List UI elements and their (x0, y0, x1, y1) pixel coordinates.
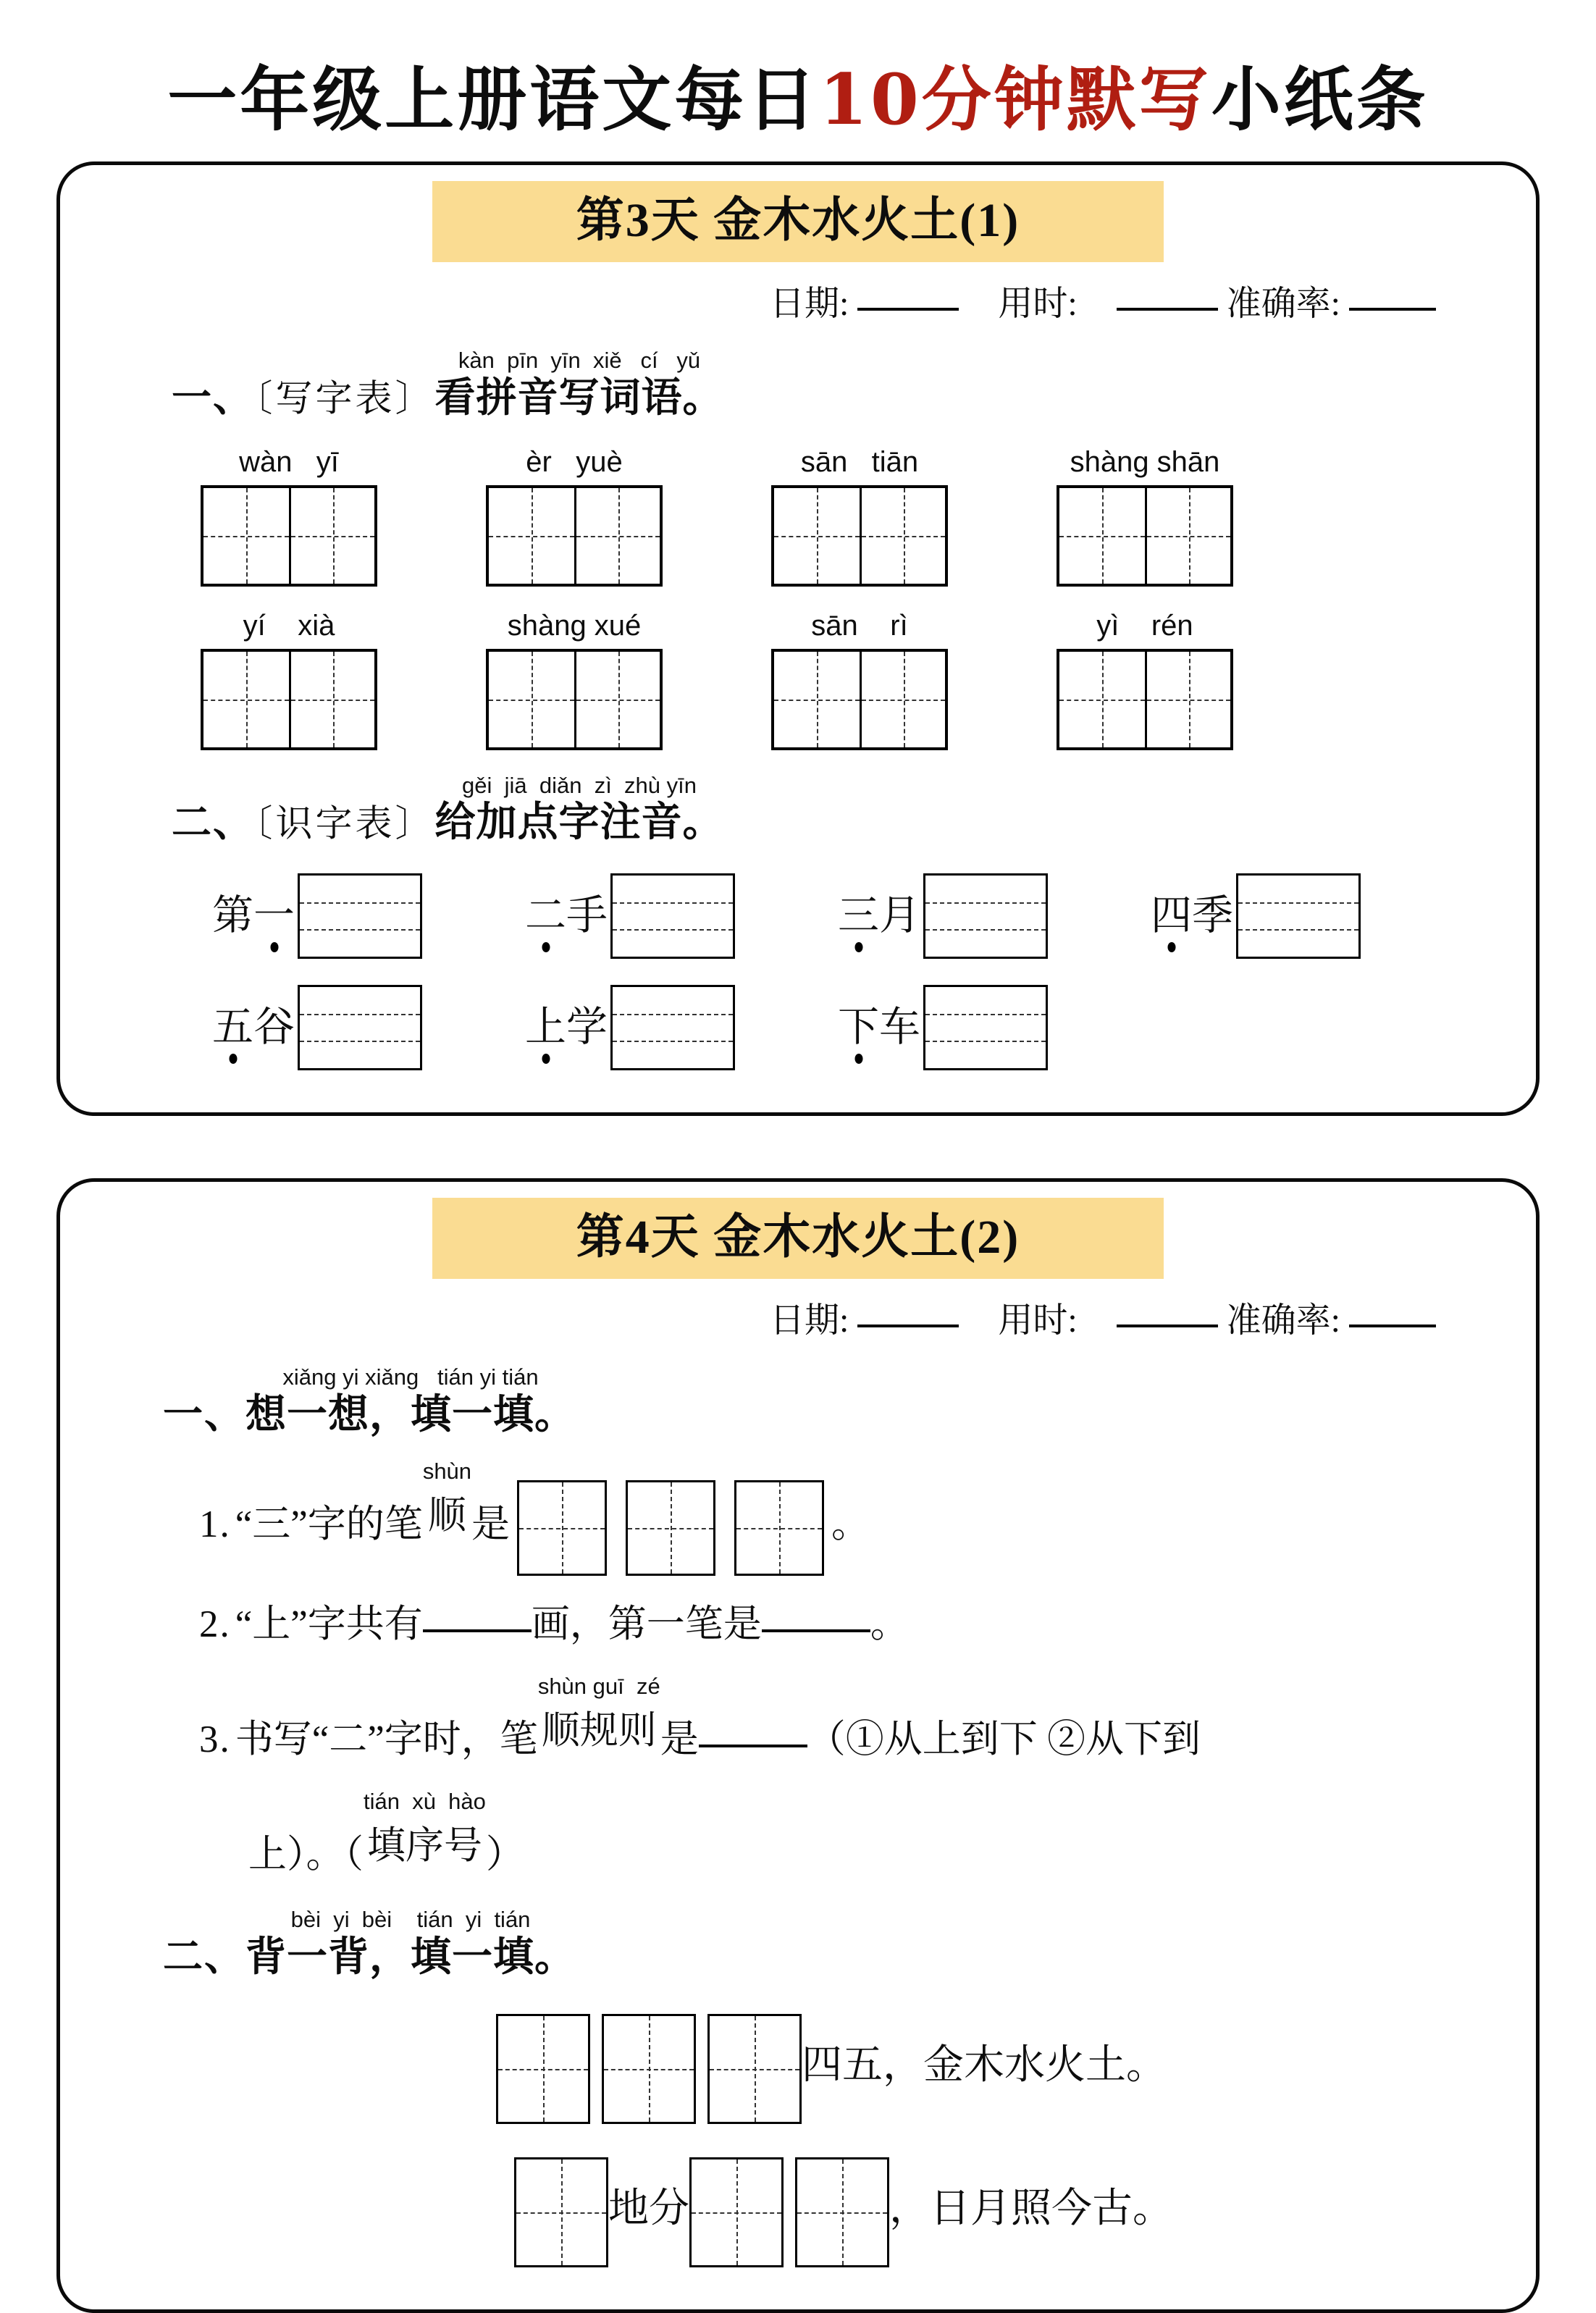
tianzige-pair (771, 485, 948, 587)
pinyin-write-box (298, 873, 422, 959)
question-3-continued (248, 1788, 1505, 1884)
day3-banner: 第3天 金木水火土(1) (432, 181, 1164, 262)
answer-blank (762, 1625, 870, 1632)
tianzige-cell (774, 652, 860, 747)
tianzige-box (496, 2014, 590, 2124)
section-title: 给加点字注音。 (434, 799, 724, 845)
dotted-char: 一 (253, 893, 295, 939)
day3-meta-row (91, 275, 1436, 325)
day4-banner: 第4天 金木水火土(2) (432, 1198, 1164, 1279)
question-number: 2. (199, 1603, 231, 1645)
ruby-char: 顺 (427, 1494, 466, 1537)
write-grid-row-2 (201, 611, 1505, 750)
page-title-left: 一年级上册语文每日 (167, 59, 820, 140)
tianzige-pair (1057, 485, 1233, 587)
question-text: “上”字共有 (235, 1603, 423, 1645)
panel-day3 (56, 161, 1540, 1116)
stroke-order-boxes (517, 1480, 824, 1576)
section-title-pinyin: bèi yi bèi tián yi tián (290, 1907, 531, 1933)
date-blank (857, 303, 959, 311)
annotate-item (838, 873, 1151, 959)
dotted-char: 五 (212, 1004, 253, 1051)
tianzige-box (626, 1480, 715, 1576)
tianzige-box (689, 2157, 784, 2267)
tianzige-box (514, 2157, 608, 2267)
time-blank (1117, 1320, 1218, 1327)
tianzige-pair (201, 649, 377, 750)
section-title-pinyin: kàn pīn yīn xiě cí yǔ (458, 348, 701, 374)
page-title-highlight: 10分钟默写 (819, 59, 1211, 140)
plain-char: 第 (212, 893, 253, 939)
annotate-item (212, 985, 525, 1070)
section-bracket: 〔写字表〕 (254, 379, 435, 420)
question-3 (199, 1673, 1505, 1769)
ruby-char: 填序号 (366, 1824, 482, 1867)
write-grid-group (486, 445, 663, 587)
question-text: 是 (471, 1503, 511, 1546)
question-text: 画，第一笔是 (531, 1603, 762, 1645)
section-title-pinyin: gěi jiā diǎn zì zhù yīn (462, 772, 697, 798)
tianzige-cell (203, 652, 289, 747)
tianzige-box (795, 2157, 889, 2267)
dotted-char: 二 (525, 893, 566, 939)
panel-day4 (56, 1178, 1540, 2313)
annotate-item (525, 873, 838, 959)
question-number: 1. (199, 1503, 231, 1546)
write-grid-group (1057, 611, 1233, 750)
pinyin-write-box (610, 873, 735, 959)
question-end: 。 (831, 1503, 870, 1546)
section-number: 二、 (172, 799, 255, 844)
annotate-row-1 (212, 873, 1505, 959)
write-grid-group (201, 445, 377, 587)
tianzige-cell (860, 652, 945, 747)
tianzige-cell (860, 488, 945, 584)
ruby-pinyin: shùn (422, 1458, 472, 1485)
annotate-row-2 (212, 985, 1505, 1070)
question-1 (199, 1458, 1505, 1576)
recite-text: 地分 (608, 2186, 689, 2231)
accuracy-label: 准确率: (1226, 1301, 1340, 1340)
day3-section1-heading (172, 347, 1505, 422)
write-grid-group (1057, 445, 1233, 587)
day4-section2-heading (163, 1906, 1505, 1981)
plain-char: 手 (566, 893, 608, 939)
recite-text: 四五，金木水火土。 (802, 2042, 1167, 2088)
tianzige-cell (574, 488, 660, 584)
question-2 (199, 1595, 1505, 1654)
write-grid-group (486, 611, 663, 750)
tianzige-cell (1145, 488, 1230, 584)
date-label: 日期: (769, 285, 849, 324)
tianzige-cell (289, 488, 374, 584)
fill-boxes (496, 2014, 802, 2124)
section-title: 想一想，填一填。 (245, 1390, 576, 1437)
pinyin-write-box (923, 985, 1048, 1070)
grid-pinyin-label: shàng xué (507, 609, 642, 642)
tianzige-pair (201, 485, 377, 587)
grid-pinyin-label: sān tiān (800, 445, 919, 478)
annotate-item (838, 985, 1151, 1070)
plain-char: 月 (879, 893, 920, 939)
tianzige-cell (489, 488, 574, 584)
date-label: 日期: (769, 1301, 849, 1340)
tianzige-pair (1057, 649, 1233, 750)
dotted-char: 下 (838, 1004, 879, 1051)
question-options: （①从上到下 ②从下到 (807, 1718, 1201, 1760)
tianzige-box (734, 1480, 824, 1576)
write-grid-group (201, 611, 377, 750)
grid-pinyin-label: shàng shān (1070, 445, 1220, 478)
dotted-char: 上 (525, 1004, 566, 1051)
tianzige-box (517, 1480, 607, 1576)
day3-section2-heading (172, 772, 1505, 847)
date-blank (857, 1320, 959, 1327)
question-text: ） (485, 1834, 524, 1876)
fill-boxes (514, 2157, 608, 2267)
grid-pinyin-label: wàn yī (239, 445, 339, 478)
pinyin-write-box (298, 985, 422, 1070)
section-number: 二、 (163, 1934, 246, 1979)
tianzige-cell (774, 488, 860, 584)
recite-fill-line-1 (496, 2014, 1505, 2124)
ruby-pinyin: shùn guī zé (537, 1674, 660, 1700)
plain-char: 车 (879, 1004, 920, 1051)
pinyin-write-box (923, 873, 1048, 959)
write-grid-row-1 (201, 445, 1505, 587)
accuracy-blank (1349, 1320, 1436, 1327)
tianzige-cell (489, 652, 574, 747)
tianzige-cell (574, 652, 660, 747)
write-grid-group (771, 611, 948, 750)
annotate-item (1151, 873, 1463, 959)
accuracy-label: 准确率: (1226, 285, 1340, 324)
time-blank (1117, 303, 1218, 311)
tianzige-box (707, 2014, 802, 2124)
grid-pinyin-label: yì rén (1096, 609, 1193, 642)
grid-pinyin-label: èr yuè (526, 445, 623, 478)
section-title: 背一背，填一填。 (245, 1933, 576, 1979)
pinyin-write-box (1236, 873, 1361, 959)
section-title: 看拼音写词语。 (434, 374, 724, 420)
plain-char: 谷 (253, 1004, 295, 1051)
question-text: 是 (660, 1718, 699, 1760)
question-text: 书写“二”字时，笔 (235, 1718, 538, 1760)
tianzige-cell (1145, 652, 1230, 747)
plain-char: 季 (1192, 893, 1233, 939)
tianzige-box (602, 2014, 696, 2124)
time-label: 用时: (998, 1301, 1078, 1340)
tianzige-pair (771, 649, 948, 750)
question-text: “三”字的笔 (235, 1503, 423, 1546)
day4-meta-row (91, 1292, 1436, 1342)
tianzige-cell (1059, 652, 1145, 747)
tianzige-pair (486, 485, 663, 587)
page-title (0, 0, 1596, 141)
section-number: 一、 (172, 374, 255, 420)
answer-blank (423, 1625, 532, 1632)
tianzige-cell (289, 652, 374, 747)
time-label: 用时: (998, 285, 1078, 324)
accuracy-blank (1349, 303, 1436, 311)
grid-pinyin-label: yí xià (243, 609, 335, 642)
annotate-item (212, 873, 525, 959)
answer-blank (699, 1740, 807, 1747)
recite-fill-line-2 (514, 2157, 1505, 2267)
ruby-char: 顺规则 (541, 1709, 657, 1752)
annotate-item (525, 985, 838, 1070)
write-grid-group (771, 445, 948, 587)
recite-text: ，日月照今古。 (889, 2186, 1173, 2231)
question-end: 。 (870, 1603, 909, 1645)
ruby-pinyin: tián xù hào (364, 1789, 486, 1815)
fill-boxes (689, 2157, 889, 2267)
tianzige-cell (1059, 488, 1145, 584)
plain-char: 学 (566, 1004, 608, 1051)
day4-section1-heading (163, 1364, 1505, 1439)
section-number: 一、 (163, 1391, 246, 1437)
section-title-pinyin: xiǎng yi xiǎng tián yi tián (282, 1364, 539, 1390)
tianzige-cell (203, 488, 289, 584)
question-text: 上）。（ (248, 1834, 364, 1876)
question-number: 3. (199, 1718, 231, 1760)
dotted-char: 三 (838, 893, 879, 939)
page-title-right: 小纸条 (1211, 59, 1429, 140)
dotted-char: 四 (1151, 893, 1192, 939)
tianzige-pair (486, 649, 663, 750)
pinyin-write-box (610, 985, 735, 1070)
section-bracket: 〔识字表〕 (254, 803, 435, 844)
grid-pinyin-label: sān rì (811, 609, 908, 642)
